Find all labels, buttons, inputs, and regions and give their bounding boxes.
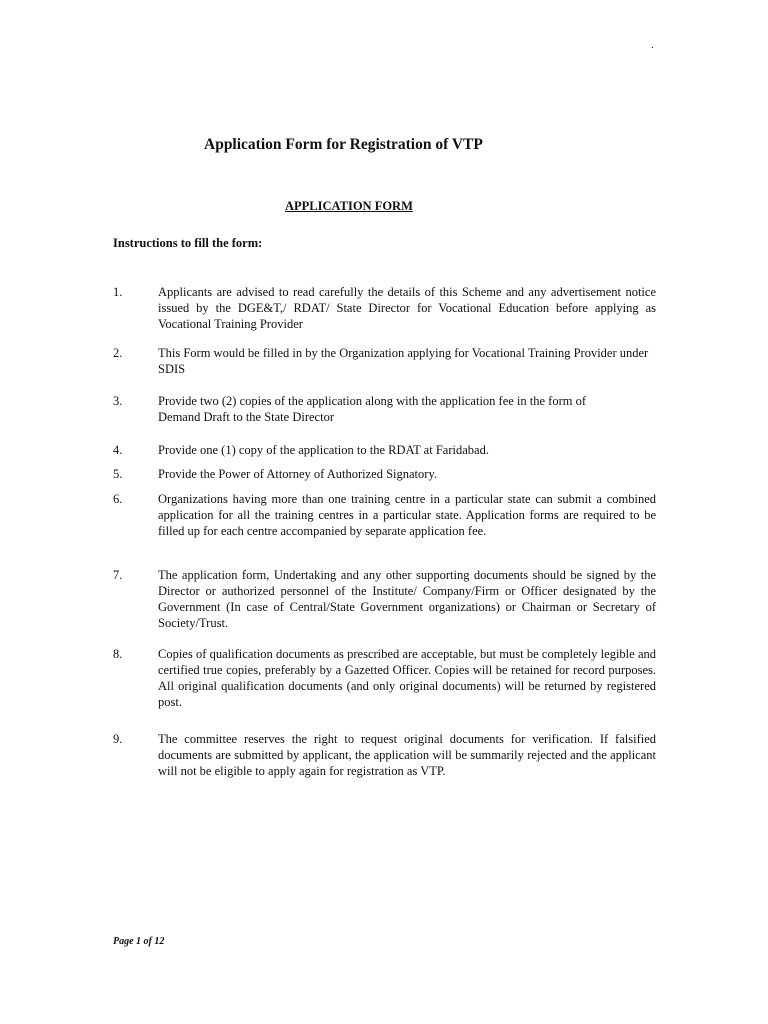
instruction-number: 4. — [113, 443, 123, 457]
page-number-footer: Page 1 of 12 — [113, 936, 165, 947]
instruction-text: The application form, Undertaking and any other supporting documents should be signed by the Director or authorized personnel of the Institute/ Company/Firm or Officer designated by the Government (In case of Central/State Government organizations) or Chairman or Secretary of Society/Trust. — [158, 568, 656, 630]
instruction-item-4 — [113, 442, 656, 458]
document-title: Application Form for Registration of VTP — [204, 136, 483, 153]
instruction-text: The committee reserves the right to request original documents for verification. If falsified documents are submitted by applicant, the application will be summarily rejected and the applicant will not be eligible to apply again for registration as VTP. — [158, 732, 656, 778]
instruction-text: Provide two (2) copies of the application along with the application fee in the form of Demand Draft to the State Director — [158, 394, 587, 424]
instruction-text: Copies of qualification documents as prescribed are acceptable, but must be completely legible and certified true copies, preferably by a Gazetted Officer. Copies will be retained for record purposes. All original qualification documents (and only original documents) will be returned by registered post. — [158, 647, 656, 709]
instruction-number: 9. — [113, 732, 123, 746]
instruction-text: Provide the Power of Attorney of Authorized Signatory. — [158, 467, 438, 481]
instruction-text: This Form would be filled in by the Organization applying for Vocational Training Provider under SDIS — [158, 346, 649, 376]
instruction-item-1 — [113, 284, 656, 332]
instruction-number: 3. — [113, 394, 123, 408]
instruction-number: 8. — [113, 647, 123, 661]
instruction-item-3 — [113, 393, 656, 425]
instruction-text: Applicants are advised to read carefully the details of this Scheme and any advertisement notice issued by the DGE&T,/ RDAT/ State Director for Vocational Education before applying as Vocational Training Provider — [158, 285, 656, 331]
instruction-item-8 — [113, 646, 656, 710]
instruction-item-2 — [113, 345, 656, 377]
instructions-label: Instructions to fill the form: — [113, 236, 263, 250]
instruction-number: 5. — [113, 467, 123, 481]
instruction-number: 6. — [113, 492, 123, 506]
corner-mark: . — [651, 39, 654, 51]
instruction-item-9 — [113, 731, 656, 779]
instruction-item-6 — [113, 491, 656, 539]
form-heading: APPLICATION FORM — [285, 199, 413, 213]
instruction-number: 2. — [113, 346, 123, 360]
instruction-text: Provide one (1) copy of the application to the RDAT at Faridabad. — [158, 443, 489, 457]
instruction-number: 7. — [113, 568, 123, 582]
instruction-number: 1. — [113, 285, 123, 299]
instruction-item-5 — [113, 466, 656, 482]
instruction-text: Organizations having more than one training centre in a particular state can submit a combined application for all the training centres in a particular state. Application forms are required to be filled up for each centre accompanied by separate application fee. — [158, 492, 656, 538]
instruction-item-7 — [113, 567, 656, 631]
